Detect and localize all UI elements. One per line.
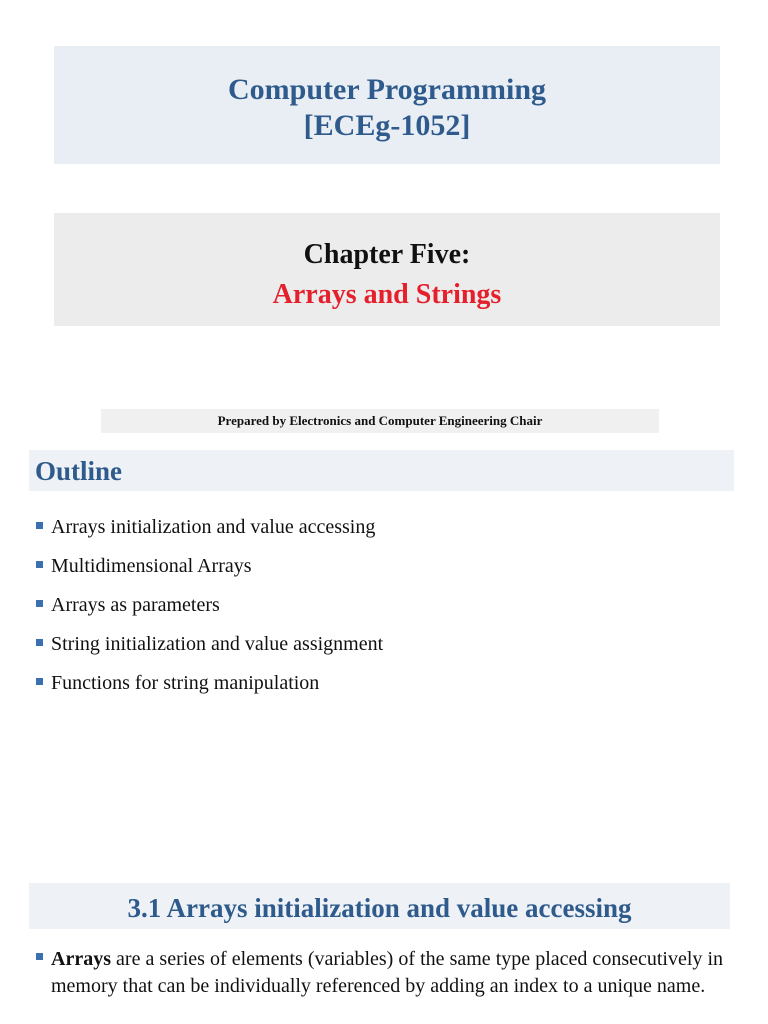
square-bullet-icon bbox=[36, 953, 43, 960]
chapter-banner bbox=[54, 213, 720, 326]
chapter-subtitle: Arrays and Strings bbox=[272, 279, 502, 310]
outline-item-label: Functions for string manipulation bbox=[51, 672, 320, 694]
outline-header bbox=[29, 450, 734, 491]
course-title-banner bbox=[54, 46, 720, 164]
outline-item bbox=[36, 664, 383, 703]
outline-item-label: Multidimensional Arrays bbox=[51, 555, 252, 577]
outline-item bbox=[36, 547, 383, 586]
section-header bbox=[29, 883, 730, 929]
outline-item bbox=[36, 625, 383, 664]
outline-item bbox=[36, 586, 383, 625]
section-heading: 3.1 Arrays initialization and value accessing bbox=[127, 893, 632, 923]
definition-paragraph bbox=[36, 946, 723, 1000]
outline-item-label: Arrays as parameters bbox=[51, 594, 220, 616]
square-bullet-icon bbox=[36, 561, 43, 568]
course-code: [ECEg-1052] bbox=[303, 109, 471, 142]
square-bullet-icon bbox=[36, 600, 43, 607]
outline-list bbox=[36, 508, 383, 703]
square-bullet-icon bbox=[36, 522, 43, 529]
square-bullet-icon bbox=[36, 639, 43, 646]
definition-term: Arrays bbox=[51, 948, 111, 970]
outline-item-label: Arrays initialization and value accessing bbox=[51, 516, 376, 538]
square-bullet-icon bbox=[36, 678, 43, 685]
prepared-by-note: Prepared by Electronics and Computer Engineering Chair bbox=[101, 409, 659, 433]
chapter-label: Chapter Five: bbox=[303, 239, 471, 270]
definition-text bbox=[51, 946, 723, 1000]
definition-body: are a series of elements (variables) of the same type placed consecutively in memory that can be individually referenced by adding an index to a unique name. bbox=[51, 948, 723, 997]
course-title: Computer Programming bbox=[227, 73, 547, 106]
outline-item-label: String initialization and value assignment bbox=[51, 633, 384, 655]
outline-heading: Outline bbox=[35, 456, 123, 486]
outline-item bbox=[36, 508, 383, 547]
